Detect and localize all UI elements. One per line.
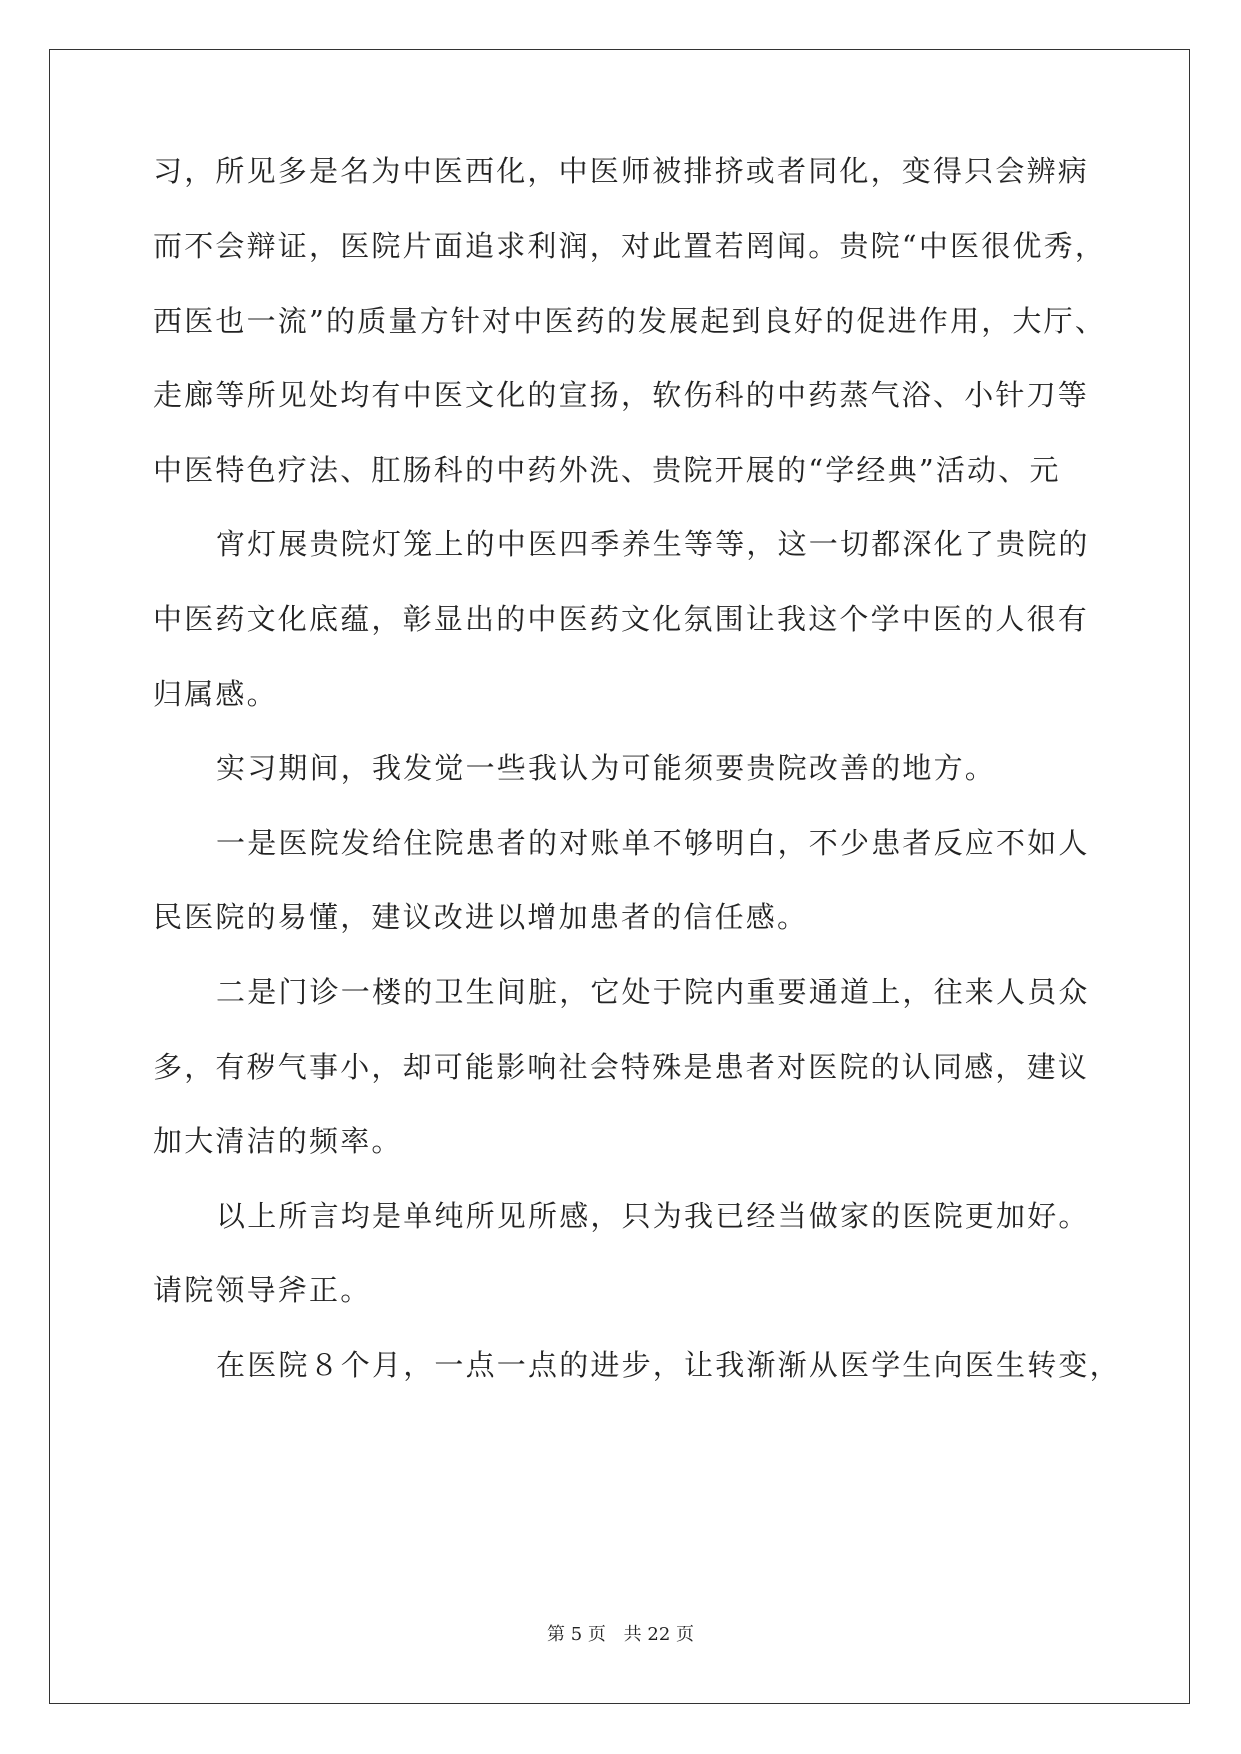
body-line-3: 西医也一流”的质量方针对中医药的发展起到良好的促进作用，大厅、 (153, 304, 1107, 338)
body-line-9: 实习期间，我发觉一些我认为可能须要贵院改善的地方。 (216, 751, 997, 785)
body-line-15: 以上所言均是单纯所见所感，只为我已经当做家的医院更加好。 (216, 1199, 1090, 1233)
body-line-14: 加大清洁的频率。 (153, 1124, 403, 1158)
page-border (49, 49, 1190, 1704)
page-number: 第 5 页 (547, 1624, 606, 1645)
body-line-10: 一是医院发给住院患者的对账单不够明白，不少患者反应不如人 (216, 826, 1090, 860)
body-line-17: 在医院８个月，一点一点的进步，让我渐渐从医学生向医生转变， (216, 1348, 1121, 1382)
body-line-8: 归属感。 (153, 677, 278, 711)
page-footer (0, 1620, 1241, 1646)
body-line-4: 走廊等所见处均有中医文化的宣扬，软伤科的中药蒸气浴、小针刀等 (153, 378, 1090, 412)
body-line-11: 民医院的易懂，建议改进以增加患者的信任感。 (153, 900, 809, 934)
page-total: 共 22 页 (623, 1624, 694, 1645)
body-line-7: 中医药文化底蕴，彰显出的中医药文化氛围让我这个学中医的人很有 (153, 602, 1090, 636)
body-line-2: 而不会辩证，医院片面追求利润，对此置若罔闻。贵院“中医很优秀， (153, 229, 1107, 263)
body-line-6: 宵灯展贵院灯笼上的中医四季养生等等，这一切都深化了贵院的 (216, 527, 1090, 561)
body-line-5: 中医特色疗法、肛肠科的中药外洗、贵院开展的“学经典”活动、元 (153, 453, 1061, 487)
body-line-12: 二是门诊一楼的卫生间脏，它处于院内重要通道上，往来人员众 (216, 975, 1090, 1009)
body-line-1: 习，所见多是名为中医西化，中医师被排挤或者同化，变得只会辨病 (153, 154, 1090, 188)
body-line-16: 请院领导斧正。 (153, 1273, 372, 1307)
body-line-13: 多，有秽气事小，却可能影响社会特殊是患者对医院的认同感，建议 (153, 1050, 1090, 1084)
